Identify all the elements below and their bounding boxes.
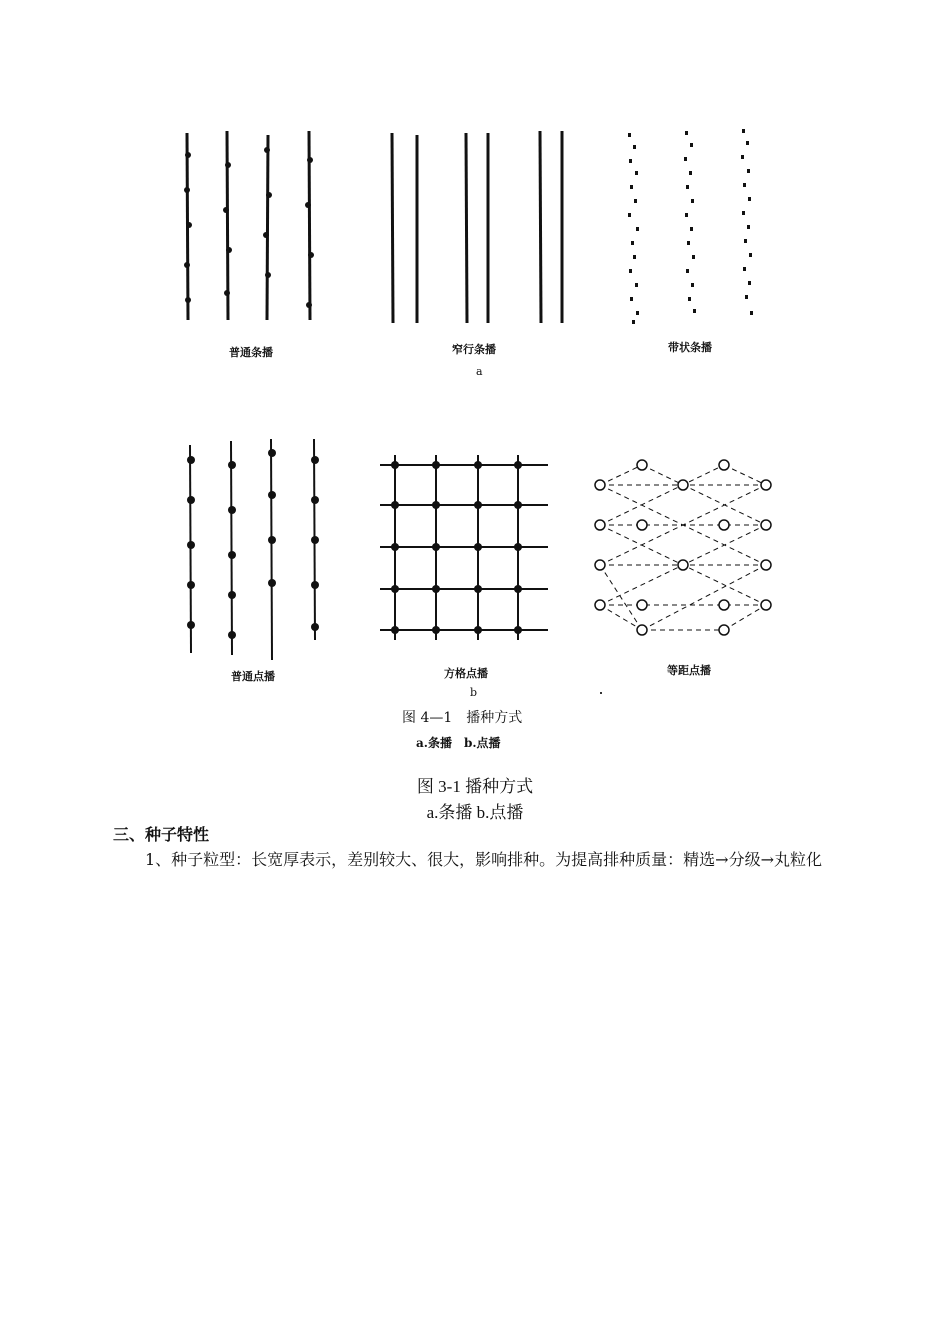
label-narrow-row-drilling: 窄行条播 [452,343,496,356]
row-a-drilling-illustrations [184,129,753,324]
figure-subcaption: a.条播 b.点播 [426,803,524,822]
ordinary-dibbling-lines [190,439,315,660]
ordinary-drilling-seeds [184,147,314,308]
band-drilling-dots [628,129,753,324]
label-equidistant-dibbling: 等距点播 [667,664,711,677]
label-ordinary-drilling: 普通条播 [229,346,273,359]
row-b-letter: b [470,686,478,699]
label-band-drilling: 带状条播 [668,341,712,354]
sowing-methods-illustration [170,115,810,760]
grid-dibbling-lines [380,455,548,640]
ordinary-drilling-lines [187,131,310,320]
row-a-letter: a [476,365,483,378]
scan-speck [600,692,602,694]
band-2 [684,131,696,313]
scan-figure-caption: 图 4—1 播种方式 [402,710,523,726]
row-b-dibbling-illustrations [187,439,771,660]
section-paragraph: 1、种子粒型：长宽厚表示，差别较大、很大，影响排种。为提高排种质量：精选→分级→丸粒化 [145,850,822,869]
label-ordinary-dibbling: 普通点播 [231,670,275,683]
ordinary-dibbling-seeds [187,449,319,639]
figure-caption: 图 3-1 播种方式 [416,777,534,796]
narrow-row-drilling-lines [392,131,562,323]
band-1 [628,133,639,324]
section-heading: 三、种子特性 [113,825,210,844]
scan-figure-subcaption: a.条播 b.点播 [416,736,501,750]
label-grid-dibbling: 方格点播 [444,667,488,680]
band-3 [741,129,753,315]
